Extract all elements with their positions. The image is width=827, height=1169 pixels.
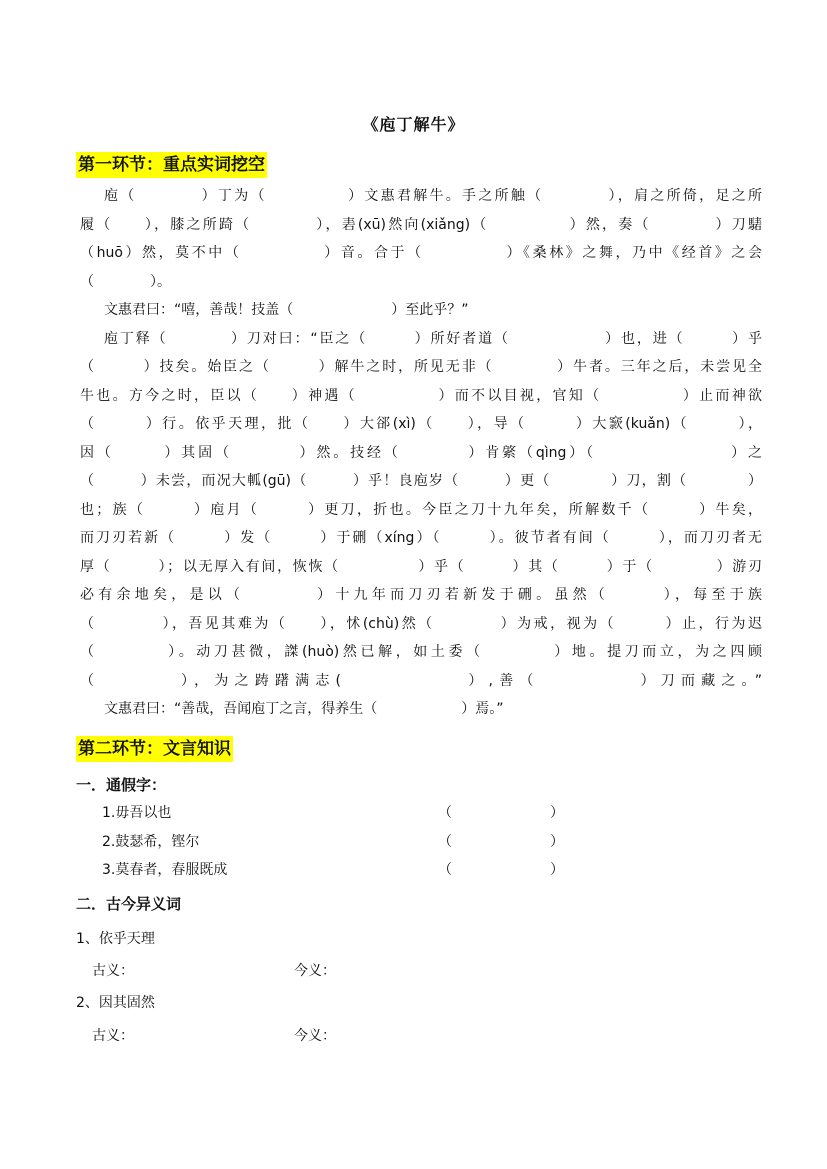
ancient-meaning-label: 古义： [92,963,134,979]
passage-line: 庖丁释（ ）刀对曰：“臣之（ ）所好者道（ ）也，进（ ）乎 [104,330,762,347]
tongjiazi-item: 3.莫春者，春服既成 [102,862,228,878]
tongjiazi-heading: 一．通假字： [76,776,167,794]
modern-meaning-label: 今义： [294,963,336,979]
passage-line: （ ）技矣。始臣之（ ）解牛之时，所见无非（ ）牛者。三年之后，未尝见全 [80,359,762,375]
passage-line: （ ），为之踌躇满志( ）,善（ ）刀而藏之。” [80,672,762,689]
passage-line: 牛也。方今之时，臣以（ ）神遇（ ）而不以目视，官知（ ）止而神欲 [80,387,762,404]
passage-line: 文惠君曰：“善哉，吾闻庖丁之言，得养生（ ）焉。” [104,701,504,717]
gujin-heading: 二．古今异义词 [76,895,182,913]
passage-line: （ ）未尝，而况大軱(gū)（ ）乎！良庖岁（ ）更（ ）刀，割（ ） [80,473,762,489]
answer-blank[interactable]: （ ） [438,834,564,850]
section1-heading: 第一环节：重点实词挖空 [76,152,267,178]
passage-line: （ ）行。依乎天理，批（ ）大郤(xì)（ ），导（ ）大窾(kuǎn)（ ）， [80,416,762,432]
passage-line: （ ）。 [80,273,171,290]
passage-line: （huō）然，莫不中（ ）音。合于（ ）《桑林》之舞，乃中《经首》之会 [80,245,762,261]
passage-line: （ ）。动刀甚微，謋(huò)然已解，如土委（ ）地。提刀而立，为之四顾 [80,644,762,660]
passage-line: 庖（ ）丁为（ ）文惠君解牛。手之所触（ ），肩之所倚，足之所 [104,188,762,204]
passage-line: 必有余地矣，是以（ ）十九年而刀刃若新发于硎。虽然（ ），每至于族 [80,587,762,603]
passage-line: 因（ ）其固（ ）然。技经（ ）肯綮（qìng）（ ）之 [80,444,762,461]
gujin-word: 1、依乎天理 [76,931,155,947]
passage-line: （ ），吾见其难为（ ），怵(chù)然（ ）为戒，视为（ ）止，行为迟 [80,615,762,632]
passage-line: 而刀刃若新（ ）发（ ）于硎（xíng）（ ）。彼节者有间（ ），而刀刃者无 [80,530,762,546]
passage-line: 文惠君曰：“嘻，善哉！技盖（ ）至此乎？” [104,302,469,318]
tongjiazi-item: 2.鼓瑟希，铿尔 [102,834,200,850]
passage-line: 履（ ），膝之所踦（ ），砉(xū)然向(xiǎng)（ ）然，奏（ ）刀騞 [80,216,762,233]
passage-line: 也；族（ ）庖月（ ）更刀，折也。今臣之刀十九年矣，所解数千（ ）牛矣， [80,501,762,518]
passage-line: 厚（ ）；以无厚入有间，恢恢（ ）乎（ ）其（ ）于（ ）游刃 [80,558,762,575]
gujin-word: 2、因其固然 [76,995,155,1011]
answer-blank[interactable]: （ ） [438,805,564,821]
ancient-meaning-label: 古义： [92,1028,134,1044]
tongjiazi-item: 1.毋吾以也 [102,805,172,821]
document-title: 《庖丁解牛》 [362,115,465,134]
modern-meaning-label: 今义： [294,1028,336,1044]
answer-blank[interactable]: （ ） [438,862,564,878]
section2-heading: 第二环节：文言知识 [76,736,233,762]
passage [80,182,762,724]
